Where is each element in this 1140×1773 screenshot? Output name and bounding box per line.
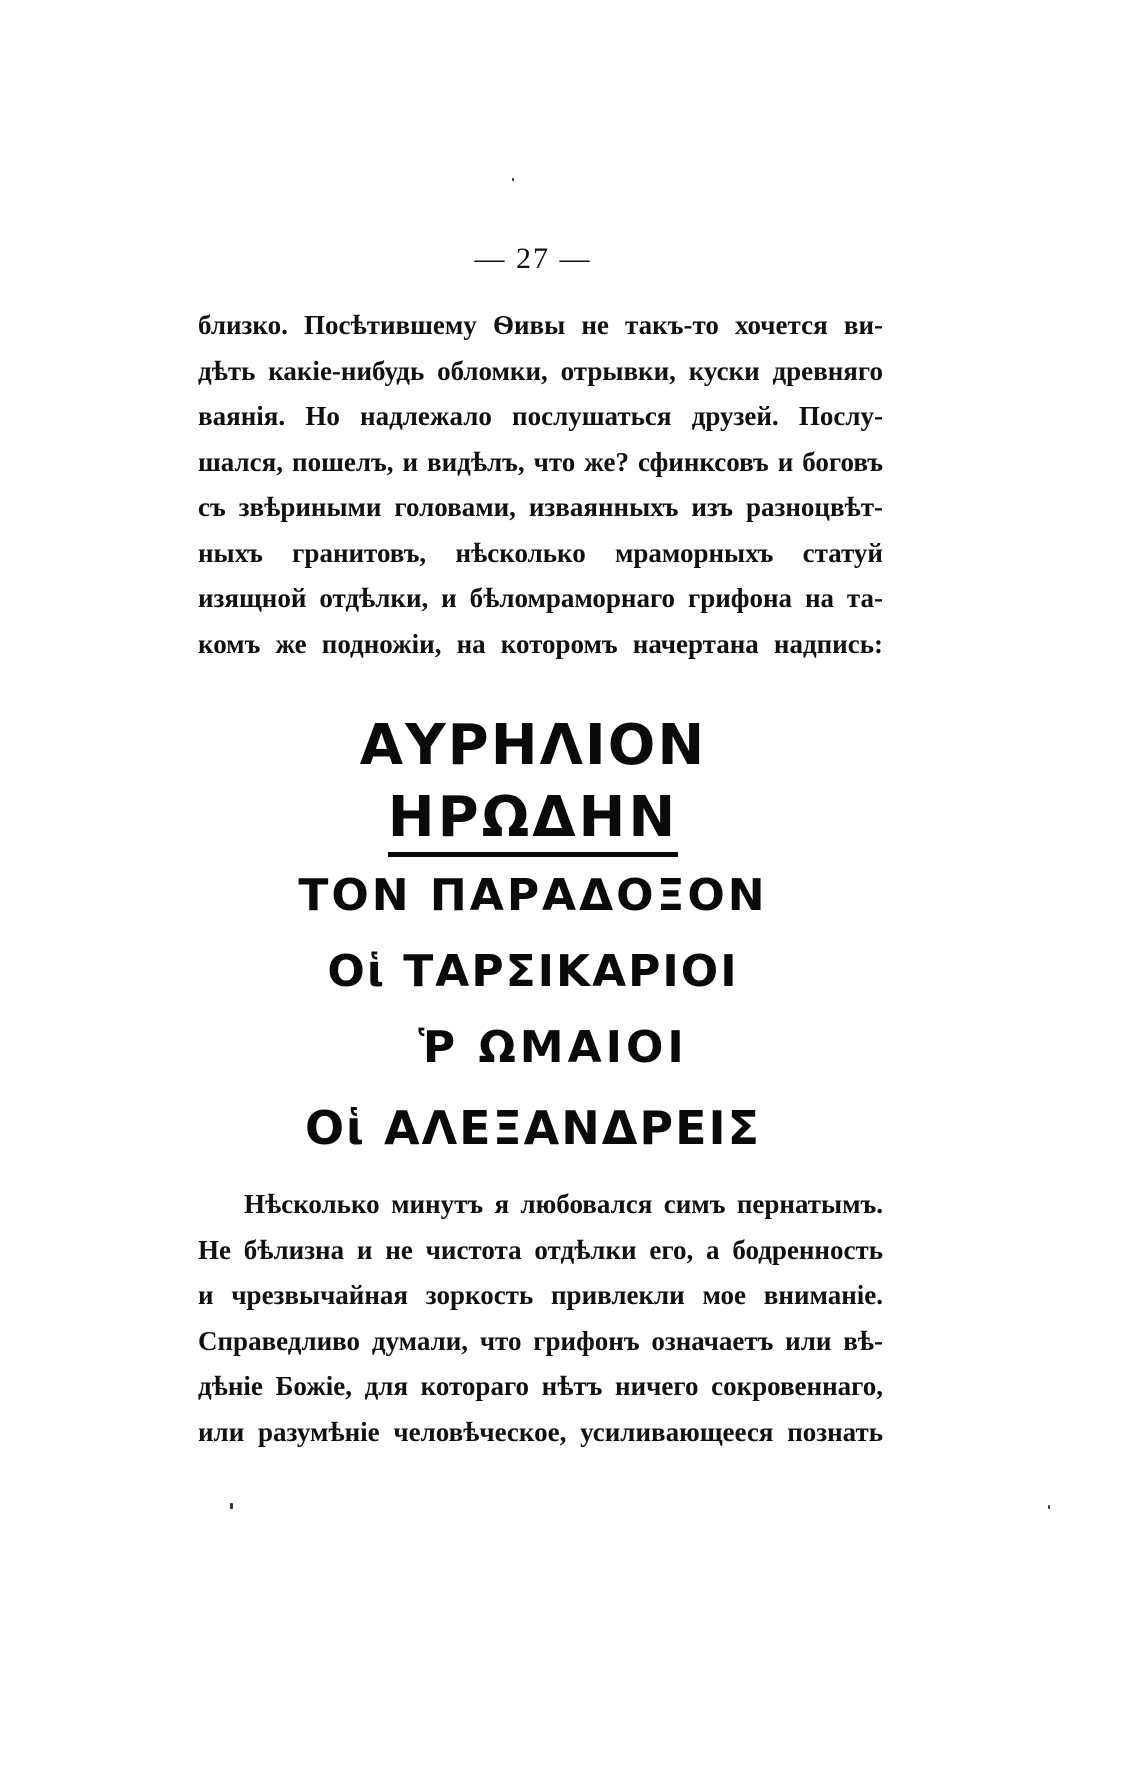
inscription-line: Οἱ ΤΑΡΣΙΚΑΡΙΟΙ	[327, 946, 739, 997]
text-line: дѣть какіе-нибудь обломки, отрывки, куски древняго	[198, 355, 883, 386]
page-number: — 27 —	[474, 242, 592, 275]
inscription-underlined-name: ΗΡΩΔΗΝ	[388, 785, 679, 857]
inscription-line	[0, 782, 1066, 854]
text-line: Не бѣлизна и не чистота отдѣлки его, а бодренность	[198, 1234, 883, 1265]
text-line: дѣніе Божіе, для котораго нѣтъ ничего сокровеннаго,	[198, 1371, 883, 1401]
text-line: Справедливо думали, что грифонъ означаетъ или вѣ-	[198, 1325, 883, 1356]
inscription-line: ΑΥΡΗΛΙΟΝ	[359, 713, 707, 778]
paragraph-2	[198, 1182, 883, 1455]
inscription-line: Ῥ ΩΜΑΙΟΙ	[418, 1022, 688, 1073]
text-line: комъ же подножіи, на которомъ начертана надпись:	[198, 628, 883, 659]
text-line: близко. Посѣтившему Ѳивы не такъ-то хочется ви-	[198, 310, 883, 340]
text-line: Нѣсколько минутъ я любовался симъ пернатымъ.	[244, 1189, 883, 1219]
paragraph-1	[198, 303, 883, 667]
text-line: или разумѣніе человѣческое, усиливающееся познать	[198, 1416, 883, 1447]
scan-speck	[1048, 1505, 1050, 1509]
text-line: и чрезвычайная зоркость привлекли мое вниманіе.	[198, 1280, 883, 1310]
inscription-line: ΤΟΝ ΠΑΡΑΔΟΞΟΝ	[298, 870, 768, 921]
text-line: изящной отдѣлки, и бѣломраморнаго грифона на та-	[198, 583, 883, 613]
scan-speck	[230, 1503, 233, 1509]
text-line: шался, пошелъ, и видѣлъ, что же? сфинксовъ и боговъ	[198, 446, 883, 477]
text-line: ваянія. Но надлежало послушаться друзей. Послу-	[198, 401, 883, 431]
greek-inscription	[0, 710, 1066, 1168]
text-line: ныхъ гранитовъ, нѣсколько мраморныхъ статуй	[198, 537, 883, 568]
scan-speck	[512, 178, 514, 181]
text-line: съ звѣриными головами, изваянныхъ изъ разноцвѣт-	[198, 492, 883, 522]
inscription-line: Οἱ ΑΛΕΞΑΝΔΡΕΙΣ	[304, 1101, 762, 1155]
